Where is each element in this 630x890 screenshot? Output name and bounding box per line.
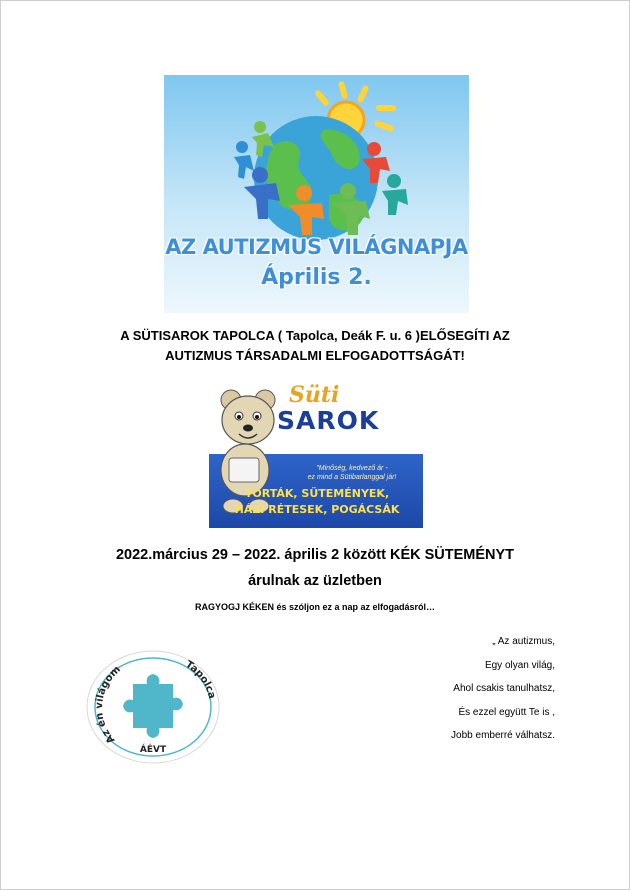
shop-sign (209, 378, 423, 528)
autism-day-banner (164, 75, 469, 313)
poem (410, 630, 555, 748)
poem-line-3: Ahol csakis tanulhatsz, (453, 683, 555, 694)
globe-icon (254, 116, 378, 240)
round-logo-right-text: Tapolca (183, 659, 218, 700)
shop-logo-top: Süti (289, 382, 340, 408)
headline-line-2: AUTIZMUS TÁRSADALMI ELFOGADOTTSÁGÁT! (165, 348, 465, 363)
round-logo-left-text: Az én világom (93, 664, 123, 746)
shop-motto (285, 464, 419, 482)
headline-line-1: A SÜTISAROK TAPOLCA ( Tapolca, Deák F. u. 6 )ELŐSEGÍTI AZ (120, 328, 510, 343)
banner-date: Április 2. (261, 265, 372, 290)
banner-title: AZ AUTIZMUS VILÁGNAPJA (165, 235, 468, 259)
shop-address: Tapolca, Deák F. u. 6. (320, 439, 388, 446)
poem-line-4: És ezzel együtt Te is , (458, 706, 555, 718)
campaign-dates-line-1: 2022.március 29 – 2022. április 2 között KÉK SÜTEMÉNYT (115, 547, 515, 563)
shine-blue-text: RAGYOGJ KÉKEN és szóljon ez a nap az elfogadásról… (194, 602, 436, 612)
shop-logo-main: SAROK (277, 406, 380, 435)
shop-products-line-1: TORTÁK, SÜTEMÉNYEK, (244, 487, 390, 500)
headline (60, 326, 570, 366)
round-logo-bottom-text: ÁÉVT (139, 745, 167, 755)
campaign-dates (40, 542, 590, 594)
shop-products-line-2: HÁZI RÉTESEK, POGÁCSÁK (234, 503, 400, 516)
campaign-dates-line-2: árulnak az üzletben (248, 573, 382, 589)
shop-motto-line-2: ez mind a Sütibarlanggal jár! (307, 474, 397, 481)
poem-line-2: Egy olyan világ, (484, 659, 555, 671)
poem-line-1: „ Az autizmus, (492, 636, 555, 647)
shop-motto-line-1: "Minőség, kedvező ár - (316, 465, 388, 472)
poem-line-5: Jobb emberré válhatsz. (451, 730, 555, 741)
puzzle-logo-icon (85, 648, 222, 766)
aevt-round-logo (85, 648, 222, 766)
shop-products (215, 486, 419, 518)
